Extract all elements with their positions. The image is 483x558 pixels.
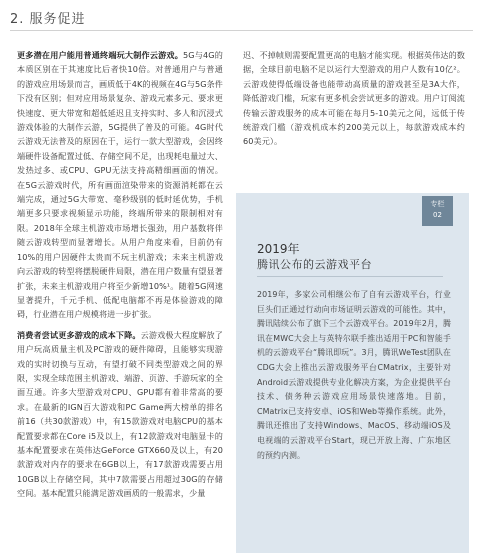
sidebar-body: 2019年，多家公司相继公布了自有云游戏平台，行业巨头们正通过行动向市场证明云游戏的可能性。其中，腾讯陆续公布了旗下三个云游戏平台。2019年2月，腾讯在MWC大会上与英特尔联手推出适用于PC和智能手机的云游戏平台“腾讯即玩”。3月，腾讯WeTest团队在CDG大会上推出云游戏服务平台CMatrix，主要针对Android云游戏提供专业化解决方案，为企业提供平台技术、债务种云游戏应用场景快速落地。目前，CMatrix已支持安卓、iOS和Web等操作系统。此外，腾讯还推出了支持Windows、MacOS、移动端iOS及电视端的云游戏平台Start，现已开放上海、广东地区的预约内测。 [257,290,451,460]
badge-number: 02 [433,211,442,219]
paragraph-lead: 更多潜在用户能用普通终端玩大制作云游戏。 [17,50,184,60]
right-column-text: 迟、不掉帧则需要配置更高的电脑才能实现。根据英伟达的数据，全球目前电脑不足以运行大型游戏的用户人数有10亿²。云游戏使得低端设备也能带动高质量的游戏甚至是3A大作，降低游戏门槛，玩家有更多机会尝试更多的游戏。用户订阅流传输云游戏服务的成本可能在每月5-10美元之间，远低于传统游戏门槛（游戏机成本约200美元以上，每款游戏成本约60美元）。 [243,50,465,147]
sidebar-title: 腾讯公布的云游戏平台 [257,258,372,271]
section-title: 2. 服务促进 [10,12,86,27]
left-column [17,48,223,501]
paragraph-user-base [17,48,223,322]
column-badge [422,196,453,226]
sidebar-divider [257,276,443,277]
title-divider [10,30,473,31]
sidebar-year: 2019年 [257,242,300,256]
badge-label: 专栏 [430,200,445,208]
paragraph-body: 5G与4G的本质区别在于其速度比后者快10倍。对普通用户与普通的游戏应用场景而言，画质低于4K的视频在4G与5G条件下没有区别；但对应用场景复杂、游戏元素多元、要求更快速度、更大带宽和超低延迟且支持实时、多人和沉浸式游戏体验的大制作云游，5G提供了普及的可能。4G时代云游戏无法普及的原因在于，运行一款大型游戏，会因终端硬件设备配置过低、存储空间不足，出现耗电量过大、发热过多、或CPU、GPU无法支持高精细画面的情况。在5G云游戏时代，所有画面渲染带来的资源消耗都在云端完成，通过5G大带宽、毫秒级别的低时延优势，手机端更多只要求视频显示功能，终端所带来的限制相对有限。2018年全球主机游戏市场增长强劲，用户基数将伴随云游戏转型而显著增长。从用户角度来看，目前仍有10%的用户因硬件太贵而不玩主机游戏；未来主机游戏向云游戏的转型将摆脱硬件局限，潜在用户数量有望显著扩张，未来主机游戏用户将至少新增10%¹。随着5G网速显著提升，千元手机、低配电脑都不再是体验游戏的障碍，行业潜在用户规模将进一步扩张。 [17,50,223,320]
paragraph-lead: 消费者尝试更多游戏的成本下降。 [17,329,141,340]
paragraph-cost [17,328,223,501]
paragraph-body: 云游戏极大程度解放了用户玩高质量主机及PC游戏的硬件障碍，且能够实现游戏的实时切换与互动，有望打破不同类型游戏之间的界限，实现全球范围主机游戏、端游、页游、手游玩家的全面互通。许多大型游戏对CPU、GPU都有着非常高的要求。在最新的IGN百大游戏和PC Game两大榜单的排名前16（共30款游戏）中，有15款游戏对电脑CPU的基本配置要求都在Core i5及以上，有12款游戏对电脑显卡的基本配置要求在英伟达GeForce GTX660及以上，有20款游戏对内存的要求在6GB以上，有17款游戏需要占用10GB以上存储空间，其中7款需要占用超过30G的存储空间。基本配置只能满足游戏画质的一般需求，少量 [17,329,223,499]
